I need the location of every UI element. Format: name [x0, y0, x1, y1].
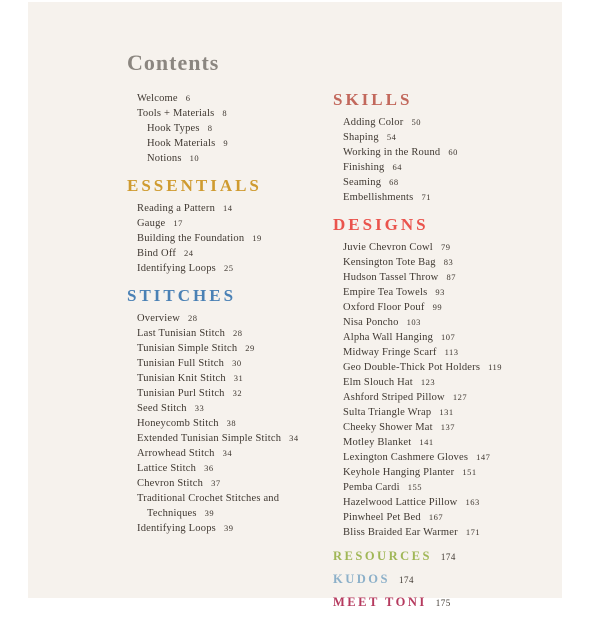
toc-entry-page: 137 [440, 422, 455, 432]
toc-entry [127, 245, 347, 260]
toc-entry-page: 83 [443, 257, 454, 267]
toc-entry-label: Midway Fringe Scarf [343, 347, 437, 358]
toc-entry-label: Honeycomb Stitch [137, 418, 219, 429]
toc-entry-page: 64 [392, 162, 402, 172]
toc-entry-page: 68 [389, 177, 399, 187]
toc-entry-label: Identifying Loops [137, 523, 216, 534]
toc-entry-page: 28 [233, 328, 243, 338]
toc-entry-page: 50 [411, 117, 421, 127]
toc-entry [127, 475, 347, 490]
toc-entry-label: Identifying Loops [137, 263, 216, 274]
right-column [333, 91, 558, 618]
toc-entry [333, 284, 558, 299]
contents-page [28, 2, 562, 609]
toc-entry [127, 460, 347, 475]
toc-entry-page: 30 [232, 358, 242, 368]
toc-entry-page: 34 [289, 433, 299, 443]
toc-entry-label: Techniques [147, 508, 197, 519]
toc-entry [333, 524, 558, 539]
toc-entry-label: Lexington Cashmere Gloves [343, 452, 469, 463]
intro-list [127, 90, 347, 165]
toc-entry [333, 329, 558, 344]
toc-entry-page: 163 [465, 497, 480, 507]
toc-entry [333, 174, 558, 189]
toc-entry-page: 17 [173, 218, 183, 228]
section-heading-stitches: STITCHES [127, 286, 237, 305]
essentials-list [127, 200, 347, 275]
toc-entry-page: 167 [428, 512, 444, 522]
footer-entry-label: KUDOS [333, 572, 390, 586]
toc-entry-label: Arrowhead Stitch [137, 448, 215, 459]
toc-entry [333, 509, 558, 524]
footer-entry-page: 175 [435, 598, 451, 608]
toc-entry-page: 19 [252, 233, 262, 243]
toc-entry [333, 419, 558, 434]
toc-entry-page: 37 [211, 478, 221, 488]
toc-entry-page: 6 [185, 93, 191, 103]
toc-entry-page: 31 [233, 373, 244, 383]
toc-entry [127, 150, 347, 165]
toc-entry-page: 8 [207, 123, 213, 133]
toc-entry-page: 9 [223, 138, 229, 148]
toc-entry [127, 385, 347, 400]
toc-entry [333, 374, 558, 389]
toc-entry-page: 54 [386, 132, 397, 142]
toc-entry [127, 340, 347, 355]
toc-entry [333, 449, 558, 464]
toc-entry-label: Gauge [137, 218, 166, 229]
toc-entry [333, 129, 558, 144]
toc-entry [333, 269, 558, 284]
footer-entry-page: 174 [440, 552, 456, 562]
toc-entry [127, 355, 347, 370]
toc-entry-label: Kensington Tote Bag [343, 257, 436, 268]
skills-list [333, 114, 558, 204]
toc-entry-label: Bind Off [137, 248, 177, 259]
toc-entry-label: Embellishments [343, 192, 414, 203]
toc-entry-page: 87 [446, 272, 456, 282]
toc-entry-label: Keyhole Hanging Planter [343, 467, 455, 478]
toc-entry [127, 200, 347, 215]
page-title: Contents [127, 50, 220, 75]
footer-entry [333, 595, 558, 610]
toc-entry-page: 123 [420, 377, 436, 387]
toc-entry [333, 464, 558, 479]
section-heading-skills: SKILLS [333, 90, 413, 109]
toc-entry [333, 189, 558, 204]
toc-entry-label: Chevron Stitch [137, 478, 204, 489]
toc-entry-label: Last Tunisian Stitch [137, 328, 226, 339]
toc-entry-label: Tunisian Knit Stitch [137, 373, 226, 384]
footer-entry-label: MEET TONI [333, 595, 427, 609]
toc-entry [127, 445, 347, 460]
toc-entry [333, 344, 558, 359]
footer-links [333, 549, 558, 610]
toc-entry-page: 113 [444, 347, 459, 357]
toc-entry [127, 325, 347, 340]
toc-entry-label: Cheeky Shower Mat [343, 422, 433, 433]
toc-entry [333, 479, 558, 494]
toc-entry-label: Geo Double-Thick Pot Holders [343, 362, 481, 373]
toc-entry-label: Tunisian Purl Stitch [137, 388, 225, 399]
toc-entry-label: Hudson Tassel Throw [343, 272, 439, 283]
toc-entry-page: 32 [232, 388, 243, 398]
toc-entry-page: 14 [223, 203, 233, 213]
toc-entry [127, 430, 347, 445]
toc-entry-label: Hazelwood Lattice Pillow [343, 497, 458, 508]
section-heading-designs: DESIGNS [333, 215, 429, 234]
toc-entry-page: 71 [421, 192, 431, 202]
toc-entry-page: 39 [223, 523, 234, 533]
toc-entry-label: Alpha Wall Hanging [343, 332, 434, 343]
toc-entry-label: Extended Tunisian Simple Stitch [137, 433, 282, 444]
toc-entry [127, 415, 347, 430]
toc-entry-page: 25 [223, 263, 234, 273]
toc-entry-page: 34 [222, 448, 233, 458]
toc-entry-page: 141 [419, 437, 434, 447]
toc-entry-page: 79 [440, 242, 451, 252]
toc-entry-label: Pinwheel Pet Bed [343, 512, 421, 523]
toc-entry-label: Hook Materials [147, 138, 216, 149]
toc-entry-page: 24 [184, 248, 194, 258]
toc-entry-label: Hook Types [147, 123, 200, 134]
toc-entry-page: 10 [189, 153, 200, 163]
toc-entry-label: Empire Tea Towels [343, 287, 428, 298]
toc-entry [127, 370, 347, 385]
toc-entry-page: 38 [226, 418, 237, 428]
toc-entry-page: 99 [432, 302, 443, 312]
toc-entry-label: Seed Stitch [137, 403, 187, 414]
left-column [127, 51, 347, 535]
toc-entry-page: 107 [441, 332, 456, 342]
footer-entry [333, 549, 558, 564]
toc-entry-label: Tools + Materials [137, 108, 215, 119]
toc-entry-label: Tunisian Full Stitch [137, 358, 225, 369]
toc-entry [127, 400, 347, 415]
toc-entry-label: Ashford Striped Pillow [343, 392, 445, 403]
toc-entry [333, 254, 558, 269]
toc-entry-label: Pemba Cardi [343, 482, 400, 493]
toc-entry [127, 135, 347, 150]
toc-entry-label: Nisa Poncho [343, 317, 399, 328]
toc-entry [127, 260, 347, 275]
toc-entry-label: Overview [137, 313, 181, 324]
toc-entry [333, 434, 558, 449]
toc-entry-label: Sulta Triangle Wrap [343, 407, 432, 418]
toc-entry [333, 299, 558, 314]
toc-entry [127, 90, 347, 105]
toc-entry-page: 119 [488, 362, 503, 372]
toc-entry [127, 105, 347, 120]
toc-entry-label: Traditional Crochet Stitches and [137, 493, 280, 504]
toc-entry-label: Adding Color [343, 117, 404, 128]
toc-entry [333, 239, 558, 254]
toc-entry-page: 131 [439, 407, 454, 417]
toc-entry-page: 28 [188, 313, 198, 323]
toc-entry [333, 314, 558, 329]
toc-entry-page: 29 [245, 343, 255, 353]
toc-entry-label: Elm Slouch Hat [343, 377, 413, 388]
toc-entry-page: 127 [452, 392, 468, 402]
section-heading-essentials: ESSENTIALS [127, 176, 262, 195]
toc-entry-label: Working in the Round [343, 147, 441, 158]
toc-entry [127, 490, 347, 505]
toc-entry-label: Notions [147, 153, 182, 164]
toc-entry [127, 505, 347, 520]
footer-entry [333, 572, 558, 587]
toc-entry-page: 33 [194, 403, 205, 413]
toc-entry-label: Welcome [137, 93, 178, 104]
toc-entry-label: Juvie Chevron Cowl [343, 242, 433, 253]
toc-entry-page: 39 [204, 508, 215, 518]
toc-entry-label: Building the Foundation [137, 233, 245, 244]
toc-entry [333, 494, 558, 509]
designs-list [333, 239, 558, 539]
toc-entry-label: Tunisian Simple Stitch [137, 343, 238, 354]
toc-entry-page: 103 [406, 317, 421, 327]
toc-entry-label: Lattice Stitch [137, 463, 197, 474]
toc-entry [333, 114, 558, 129]
toc-entry-label: Seaming [343, 177, 382, 188]
stitches-list [127, 310, 347, 535]
footer-entry-label: RESOURCES [333, 549, 432, 563]
toc-entry [333, 359, 558, 374]
toc-entry-label: Finishing [343, 162, 385, 173]
toc-entry-label: Reading a Pattern [137, 203, 216, 214]
toc-entry-page: 60 [448, 147, 458, 157]
toc-entry [127, 310, 347, 325]
toc-entry [127, 120, 347, 135]
toc-entry-page: 147 [476, 452, 491, 462]
toc-entry [333, 389, 558, 404]
toc-entry-page: 8 [222, 108, 228, 118]
toc-entry-page: 36 [204, 463, 214, 473]
toc-entry [127, 215, 347, 230]
toc-entry [127, 230, 347, 245]
toc-entry-label: Oxford Floor Pouf [343, 302, 425, 313]
toc-entry-page: 155 [407, 482, 422, 492]
toc-entry [333, 159, 558, 174]
toc-entry-label: Motley Blanket [343, 437, 412, 448]
toc-entry-label: Bliss Braided Ear Warmer [343, 527, 458, 538]
toc-entry-label: Shaping [343, 132, 379, 143]
toc-entry-page: 171 [465, 527, 481, 537]
toc-entry [333, 144, 558, 159]
toc-entry [127, 520, 347, 535]
footer-entry-page: 174 [398, 575, 414, 585]
toc-entry-page: 151 [462, 467, 477, 477]
toc-entry-page: 93 [435, 287, 445, 297]
toc-entry [333, 404, 558, 419]
